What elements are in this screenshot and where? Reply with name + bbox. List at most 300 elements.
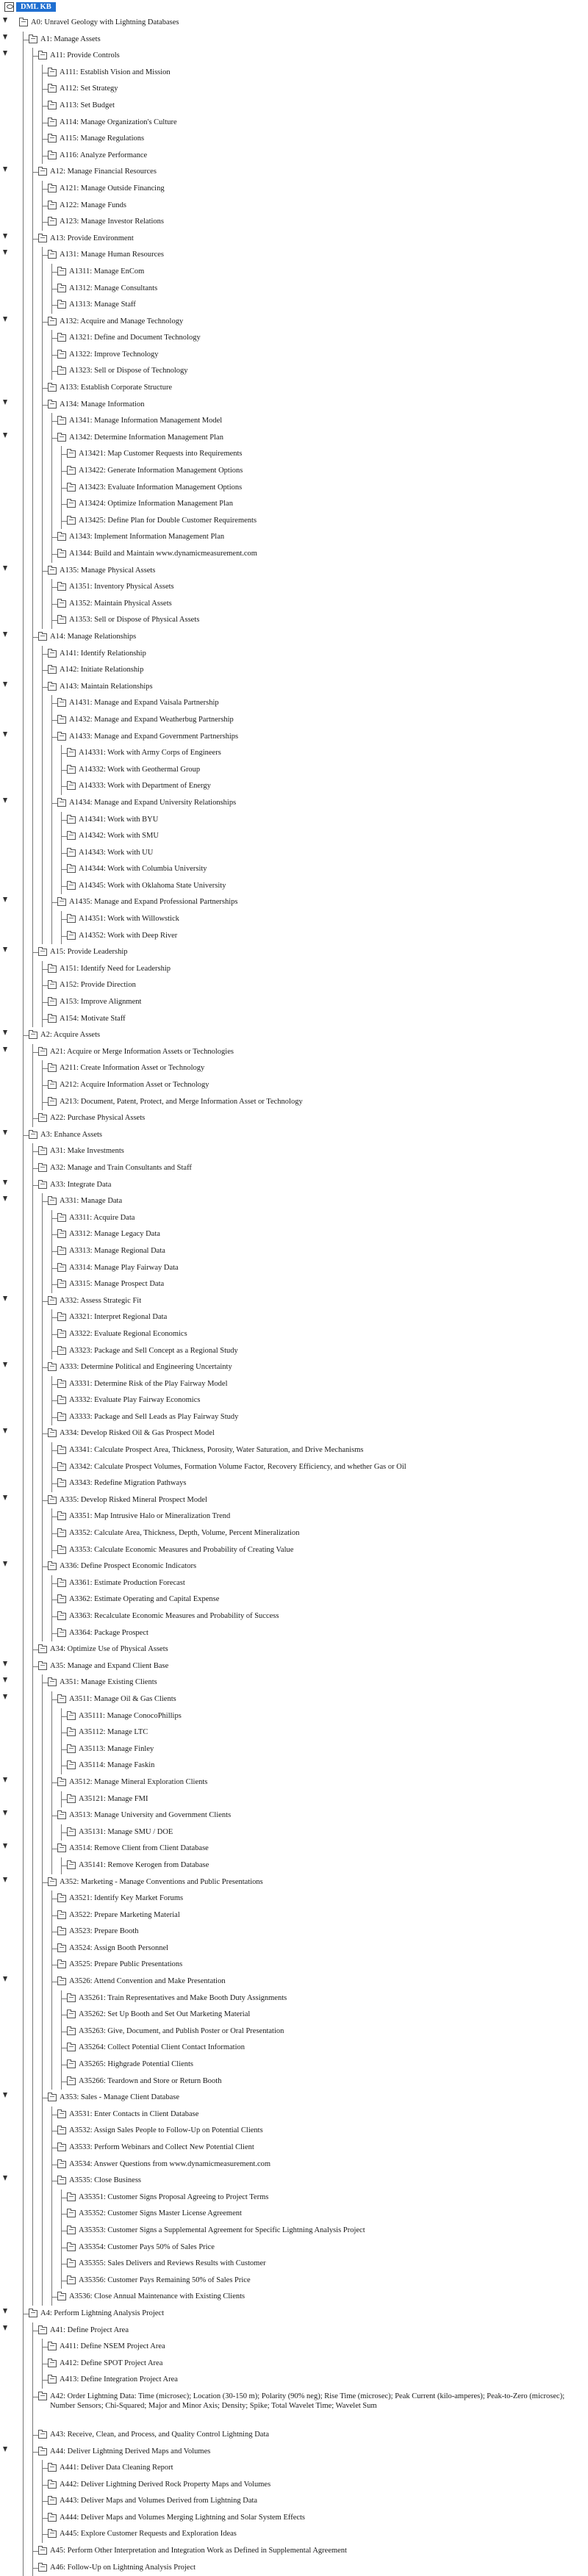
tree-row[interactable] xyxy=(0,828,588,845)
tree-guide-line xyxy=(32,928,33,945)
tree-item-label: A35111: Manage ConocoPhillips xyxy=(79,1711,182,1720)
tree-row[interactable] xyxy=(0,2239,588,2256)
folder-icon xyxy=(57,699,66,707)
tree-row[interactable] xyxy=(0,1674,588,1691)
tree-item-label: A15: Provide Leadership xyxy=(50,948,128,957)
tree-row[interactable] xyxy=(0,1940,588,1957)
tree-guide-line xyxy=(32,115,33,132)
tree-guide-line xyxy=(32,1193,33,1210)
tree-row[interactable] xyxy=(0,596,588,613)
tree-row[interactable] xyxy=(0,2206,588,2223)
expand-triangle-icon[interactable] xyxy=(3,317,7,322)
tree-guide-line xyxy=(23,2023,24,2040)
tree-row[interactable] xyxy=(0,181,588,198)
tree-row[interactable] xyxy=(0,2389,588,2427)
tree-guide-line xyxy=(32,198,33,215)
tree-row[interactable] xyxy=(0,1625,588,1642)
tree-guide-line xyxy=(42,1276,43,1293)
tree-row[interactable] xyxy=(0,762,588,779)
tree-row[interactable] xyxy=(0,662,588,679)
tree-row[interactable] xyxy=(0,1658,588,1675)
tree-guide-line xyxy=(42,480,43,497)
tree-row[interactable] xyxy=(0,463,588,480)
expand-triangle-icon[interactable] xyxy=(3,1877,7,1882)
expand-triangle-icon[interactable] xyxy=(3,732,7,737)
tree-row[interactable] xyxy=(0,1708,588,1725)
tree-guide-line xyxy=(51,446,52,463)
tree-item-label: A334: Develop Risked Oil & Gas Prospect Model xyxy=(60,1429,215,1438)
tree-row[interactable] xyxy=(0,264,588,281)
tree-row[interactable] xyxy=(0,131,588,148)
tree-guide-line xyxy=(32,961,33,978)
tree-item-label: A35263: Give, Document, and Publish Poster or Oral Presentation xyxy=(79,2026,284,2035)
tree-row[interactable] xyxy=(0,745,588,762)
tree-row[interactable] xyxy=(0,2460,588,2477)
expand-triangle-icon[interactable] xyxy=(3,1810,7,1816)
expand-triangle-icon[interactable] xyxy=(3,1661,7,1666)
expand-triangle-icon[interactable] xyxy=(3,1296,7,1301)
tree-row[interactable] xyxy=(0,1492,588,1509)
expand-triangle-icon[interactable] xyxy=(3,400,7,405)
tree-item-label: A35131: Manage SMU / DOE xyxy=(79,1827,173,1836)
tree-guide-line xyxy=(42,1226,43,1243)
tree-row[interactable] xyxy=(0,1924,588,1940)
tree-row[interactable] xyxy=(0,1359,588,1376)
expand-triangle-icon[interactable] xyxy=(3,1130,7,1135)
tree-row[interactable] xyxy=(0,1343,588,1360)
tree-item-label: A1342: Determine Information Management Plan xyxy=(69,433,223,442)
tree-guide-line xyxy=(32,463,33,480)
expand-triangle-icon[interactable] xyxy=(3,1047,7,1052)
tree-row[interactable] xyxy=(0,612,588,629)
folder-icon xyxy=(57,1215,66,1222)
tree-guide-line xyxy=(23,1558,24,1575)
tree-row[interactable] xyxy=(0,1260,588,1277)
tree-guide-line xyxy=(32,911,33,928)
tree-row[interactable] xyxy=(0,1874,588,1891)
folder-icon xyxy=(48,1198,57,1205)
tree-row[interactable] xyxy=(0,513,588,530)
tree-guide-line xyxy=(32,397,33,414)
tree-row[interactable] xyxy=(0,148,588,165)
tree-row[interactable] xyxy=(0,1591,588,1608)
tree-guide-line xyxy=(32,2356,33,2372)
folder-icon xyxy=(48,69,57,76)
tree-row[interactable] xyxy=(0,1077,588,1094)
tree-row[interactable] xyxy=(0,48,588,65)
tree-guide-line xyxy=(32,878,33,895)
tree-row[interactable] xyxy=(0,1409,588,1426)
folder-icon xyxy=(67,1862,76,1869)
tree-row[interactable] xyxy=(0,446,588,463)
tree-row[interactable] xyxy=(0,2190,588,2206)
tree-row[interactable] xyxy=(0,2306,588,2323)
tree-row[interactable] xyxy=(0,2156,588,2173)
tree-guide-line xyxy=(23,1508,24,1525)
expand-triangle-icon[interactable] xyxy=(3,2093,7,2098)
tree-row[interactable] xyxy=(0,330,588,347)
tree-row[interactable] xyxy=(0,1060,588,1077)
tree-item-label: A411: Define NSEM Project Area xyxy=(60,2342,165,2351)
tree-row[interactable] xyxy=(0,413,588,430)
folder-icon xyxy=(67,2061,76,2068)
expand-triangle-icon[interactable] xyxy=(3,566,7,571)
tree-row[interactable] xyxy=(0,380,588,397)
tree-guide-line xyxy=(51,1791,52,1808)
expand-triangle-icon[interactable] xyxy=(3,2325,7,2331)
tree-row[interactable] xyxy=(0,1309,588,1326)
tree-row[interactable] xyxy=(0,1442,588,1459)
tree-row[interactable] xyxy=(0,2173,588,2190)
tree-row[interactable] xyxy=(0,1575,588,1592)
tree-row[interactable] xyxy=(0,977,588,994)
tree-item-label: A32: Manage and Train Consultants and Staff xyxy=(50,1163,192,1172)
tree-row[interactable] xyxy=(0,2256,588,2273)
folder-icon xyxy=(48,2343,57,2350)
tree-row[interactable] xyxy=(0,729,588,746)
tree-row[interactable] xyxy=(0,2140,588,2156)
tree-row[interactable] xyxy=(0,1691,588,1708)
tree-row[interactable] xyxy=(0,1027,588,1044)
tree-row[interactable] xyxy=(0,1210,588,1227)
tree-root-title[interactable]: DML KB xyxy=(16,2,56,12)
tree-row[interactable] xyxy=(0,1791,588,1808)
expand-triangle-icon[interactable] xyxy=(3,1180,7,1185)
tree-guide-line xyxy=(32,2073,33,2090)
tree-row[interactable] xyxy=(0,2477,588,2494)
tree-row[interactable] xyxy=(0,1757,588,1774)
tree-row[interactable] xyxy=(0,430,588,447)
tree-row[interactable] xyxy=(0,115,588,132)
expand-triangle-icon[interactable] xyxy=(3,1362,7,1367)
tree-row[interactable] xyxy=(0,878,588,895)
tree-row[interactable] xyxy=(0,15,588,32)
tree-row[interactable] xyxy=(0,1392,588,1409)
folder-icon xyxy=(67,500,76,508)
tree-row[interactable] xyxy=(0,529,588,546)
expand-triangle-icon[interactable] xyxy=(3,250,7,255)
tree-guide-line xyxy=(23,1674,24,1691)
folder-icon xyxy=(48,666,57,674)
tree-row[interactable] xyxy=(0,2107,588,2123)
tree-row[interactable] xyxy=(0,480,588,497)
tree-row[interactable] xyxy=(0,1011,588,1028)
tree-row[interactable] xyxy=(0,2273,588,2289)
expand-triangle-icon[interactable] xyxy=(3,1843,7,1849)
tree-guide-line xyxy=(23,2460,24,2477)
expand-triangle-icon[interactable] xyxy=(3,35,7,40)
tree-row[interactable] xyxy=(0,1276,588,1293)
tree-guide-line xyxy=(23,546,24,563)
expand-triangle-icon[interactable] xyxy=(3,1777,7,1782)
tree-row[interactable] xyxy=(0,1525,588,1542)
tree-row[interactable] xyxy=(0,579,588,596)
tree-item-label: A14342: Work with SMU xyxy=(79,832,159,841)
tree-row[interactable] xyxy=(0,2543,588,2560)
tree-guide-line xyxy=(32,413,33,430)
tree-row[interactable] xyxy=(0,994,588,1011)
tree-row[interactable] xyxy=(0,712,588,729)
tree-row[interactable] xyxy=(0,1974,588,1990)
tree-guide-line xyxy=(51,1708,52,1725)
tree-row[interactable] xyxy=(0,2040,588,2057)
tree-row[interactable] xyxy=(0,1641,588,1658)
tree-row[interactable] xyxy=(0,1143,588,1160)
tree-guide-line xyxy=(23,1542,24,1559)
tree-guide-line xyxy=(42,579,43,596)
tree-row[interactable] xyxy=(0,861,588,878)
folder-icon xyxy=(57,434,66,442)
expand-triangle-icon[interactable] xyxy=(3,2447,7,2452)
tree-guide-line xyxy=(42,1376,43,1393)
tree-guide-line xyxy=(51,2206,52,2223)
tree-guide-line xyxy=(32,2526,33,2543)
tree-guide-line xyxy=(32,1542,33,1559)
tree-guide-line xyxy=(42,828,43,845)
tree-item-label: A141: Identify Relationship xyxy=(60,649,146,658)
tree-row[interactable] xyxy=(0,1558,588,1575)
tree-row[interactable] xyxy=(0,2073,588,2090)
tree-row[interactable] xyxy=(0,231,588,248)
expand-triangle-icon[interactable] xyxy=(3,1677,7,1683)
tree-row[interactable] xyxy=(0,563,588,580)
tree-guide-line xyxy=(23,1442,24,1459)
tree-guide-line xyxy=(42,1774,43,1791)
tree-row[interactable] xyxy=(0,944,588,961)
tree-row[interactable] xyxy=(0,1193,588,1210)
expand-triangle-icon[interactable] xyxy=(3,1030,7,1035)
tree-row[interactable] xyxy=(0,2493,588,2510)
expand-triangle-icon[interactable] xyxy=(3,947,7,952)
folder-icon xyxy=(67,2078,76,2085)
tree-row[interactable] xyxy=(0,214,588,231)
folder-icon xyxy=(57,733,66,741)
tree-row[interactable] xyxy=(0,1110,588,1127)
tree-item-label: A335: Develop Risked Mineral Prospect Model xyxy=(60,1495,207,1504)
folder-icon xyxy=(67,1796,76,1803)
expand-triangle-icon[interactable] xyxy=(3,2176,7,2181)
tree-guide-line xyxy=(23,1691,24,1708)
tree-row[interactable] xyxy=(0,2223,588,2239)
expand-triangle-icon[interactable] xyxy=(3,234,7,239)
tree-row[interactable] xyxy=(0,32,588,48)
tree-item-label: A115: Manage Regulations xyxy=(60,134,145,143)
tree-guide-line xyxy=(32,1807,33,1824)
tree-item-label: A35354: Customer Pays 50% of Sales Price xyxy=(79,2242,215,2251)
tree-row[interactable] xyxy=(0,2427,588,2444)
expand-triangle-icon[interactable] xyxy=(3,18,7,23)
tree-row[interactable] xyxy=(0,247,588,264)
tree-row[interactable] xyxy=(0,2356,588,2372)
tree-row[interactable] xyxy=(0,2057,588,2073)
tree-row[interactable] xyxy=(0,81,588,98)
tree-row[interactable] xyxy=(0,98,588,115)
expand-triangle-icon[interactable] xyxy=(3,167,7,172)
tree-row[interactable] xyxy=(0,845,588,862)
tree-row[interactable] xyxy=(0,679,588,696)
tree-row[interactable] xyxy=(0,1177,588,1194)
tree-guide-line xyxy=(42,1841,43,1857)
folder-icon xyxy=(57,1928,66,1935)
expand-triangle-icon[interactable] xyxy=(3,1694,7,1699)
tree-row[interactable] xyxy=(0,1774,588,1791)
tree-row[interactable] xyxy=(0,314,588,331)
tree-row[interactable] xyxy=(0,1127,588,1144)
tree-guide-line xyxy=(32,1508,33,1525)
tree-row[interactable] xyxy=(0,961,588,978)
tree-row[interactable] xyxy=(0,1094,588,1111)
folder-icon xyxy=(48,2376,57,2383)
tree-row[interactable] xyxy=(0,1907,588,1924)
tree-item-label: A152: Provide Direction xyxy=(60,981,136,990)
tree-row[interactable] xyxy=(0,812,588,829)
tree-guide-line xyxy=(23,612,24,629)
tree-row[interactable] xyxy=(0,2444,588,2461)
tree-guide-line xyxy=(23,2239,24,2256)
folder-icon xyxy=(38,1181,47,1189)
tree-row[interactable] xyxy=(0,65,588,82)
tree-guide-line xyxy=(42,2223,43,2239)
tree-guide-line xyxy=(23,994,24,1011)
tree-row[interactable] xyxy=(0,2526,588,2543)
tree-guide-line xyxy=(32,1011,33,1028)
tree-row[interactable] xyxy=(0,2023,588,2040)
tree-row[interactable] xyxy=(0,297,588,314)
tree-row[interactable] xyxy=(0,646,588,663)
tree-row[interactable] xyxy=(0,1475,588,1492)
tree-guide-line xyxy=(23,2190,24,2206)
tree-guide-line xyxy=(23,148,24,165)
tree-guide-line xyxy=(23,2339,24,2356)
expand-triangle-icon[interactable] xyxy=(3,897,7,902)
tree-row[interactable] xyxy=(0,1824,588,1841)
folder-icon xyxy=(48,650,57,658)
tree-row[interactable] xyxy=(0,2090,588,2107)
tree-guide-line xyxy=(23,1874,24,1891)
expand-triangle-icon[interactable] xyxy=(3,1196,7,1201)
expand-triangle-icon[interactable] xyxy=(3,1561,7,1566)
expand-triangle-icon[interactable] xyxy=(3,51,7,56)
tree-row[interactable] xyxy=(0,695,588,712)
tree-row[interactable] xyxy=(0,496,588,513)
tree-row[interactable] xyxy=(0,1425,588,1442)
tree-row[interactable] xyxy=(0,1957,588,1974)
tree-row[interactable] xyxy=(0,778,588,795)
tree-guide-line xyxy=(42,1343,43,1360)
tree-row[interactable] xyxy=(0,2510,588,2527)
tree-row[interactable] xyxy=(0,198,588,215)
tree-row[interactable] xyxy=(0,894,588,911)
tree-row[interactable] xyxy=(0,363,588,380)
tree-guide-line xyxy=(51,463,52,480)
tree-row[interactable] xyxy=(0,629,588,646)
tree-guide-line xyxy=(23,81,24,98)
tree-row[interactable] xyxy=(0,1508,588,1525)
tree-row[interactable] xyxy=(0,2123,588,2140)
tree-row[interactable] xyxy=(0,795,588,812)
tree-row[interactable] xyxy=(0,546,588,563)
tree-guide-line xyxy=(23,2140,24,2156)
tree-item-label: A1431: Manage and Expand Vaisala Partnership xyxy=(69,699,219,708)
tree-guide-line xyxy=(32,1757,33,1774)
expand-triangle-icon[interactable] xyxy=(3,2309,7,2314)
folder-icon xyxy=(57,1314,66,1321)
tree-guide-line xyxy=(42,729,43,746)
tree-guide-line xyxy=(32,2460,33,2477)
tree-guide-line xyxy=(32,845,33,862)
tree-item-label: A3321: Interpret Regional Data xyxy=(69,1313,168,1322)
tree-row[interactable] xyxy=(0,397,588,414)
tree-row[interactable] xyxy=(0,928,588,945)
tree-item-label: A14333: Work with Department of Energy xyxy=(79,782,211,791)
tree-row[interactable] xyxy=(0,164,588,181)
tree-row[interactable] xyxy=(0,1841,588,1857)
tree-row[interactable] xyxy=(0,1243,588,1260)
tree-row[interactable] xyxy=(0,1890,588,1907)
tree-row[interactable] xyxy=(0,1807,588,1824)
folder-icon xyxy=(57,1961,66,1968)
tree-item-label: A133: Establish Corporate Structure xyxy=(60,384,173,392)
tree-guide-line xyxy=(42,1924,43,1940)
tree-row[interactable] xyxy=(0,1990,588,2007)
tree-row[interactable] xyxy=(0,1226,588,1243)
expand-triangle-icon[interactable] xyxy=(3,1495,7,1500)
tree-row[interactable] xyxy=(0,1459,588,1476)
tree-row[interactable] xyxy=(0,1608,588,1625)
tree-guide-line xyxy=(51,2273,52,2289)
tree-row[interactable] xyxy=(0,1293,588,1310)
expand-triangle-icon[interactable] xyxy=(3,798,7,803)
tree-item-label: A0: Unravel Geology with Lightning Databases xyxy=(31,18,179,26)
tree-row[interactable] xyxy=(0,2560,588,2576)
tree-guide-line xyxy=(23,2427,24,2444)
tree-row[interactable] xyxy=(0,2289,588,2306)
folder-icon xyxy=(67,766,76,774)
tree-guide-line xyxy=(32,1077,33,1094)
tree-row[interactable] xyxy=(0,2007,588,2023)
expand-triangle-icon[interactable] xyxy=(3,1428,7,1433)
tree-row[interactable] xyxy=(0,1724,588,1741)
tree-row[interactable] xyxy=(0,281,588,298)
expand-triangle-icon[interactable] xyxy=(3,632,7,637)
tree-row[interactable] xyxy=(0,1326,588,1343)
expand-triangle-icon[interactable] xyxy=(3,1976,7,1982)
tree-row[interactable] xyxy=(0,1542,588,1559)
tree-guide-line xyxy=(32,98,33,115)
folder-icon xyxy=(57,1613,66,1620)
tree-row[interactable] xyxy=(0,1160,588,1177)
tree-guide-line xyxy=(23,2173,24,2190)
tree-row[interactable] xyxy=(0,1857,588,1874)
tree-row[interactable] xyxy=(0,2339,588,2356)
tree-item-label: A3533: Perform Webinars and Collect New Potential Client xyxy=(69,2143,254,2151)
tree-row[interactable] xyxy=(0,1044,588,1061)
folder-icon xyxy=(57,2111,66,2118)
tree-guide-line xyxy=(23,2073,24,2090)
expand-triangle-icon[interactable] xyxy=(3,682,7,687)
expand-triangle-icon[interactable] xyxy=(3,433,7,438)
tree-row[interactable] xyxy=(0,347,588,364)
tree-guide-line xyxy=(51,2256,52,2273)
tree-row[interactable] xyxy=(0,2323,588,2339)
tree-row[interactable] xyxy=(0,1376,588,1393)
tree-row[interactable] xyxy=(0,1741,588,1758)
tree-row[interactable] xyxy=(0,911,588,928)
tree-row[interactable] xyxy=(0,2372,588,2389)
tree-guide-line xyxy=(51,911,52,928)
tree-guide-line xyxy=(23,380,24,397)
tree-item-label: A35141: Remove Kerogen from Database xyxy=(79,1860,209,1869)
